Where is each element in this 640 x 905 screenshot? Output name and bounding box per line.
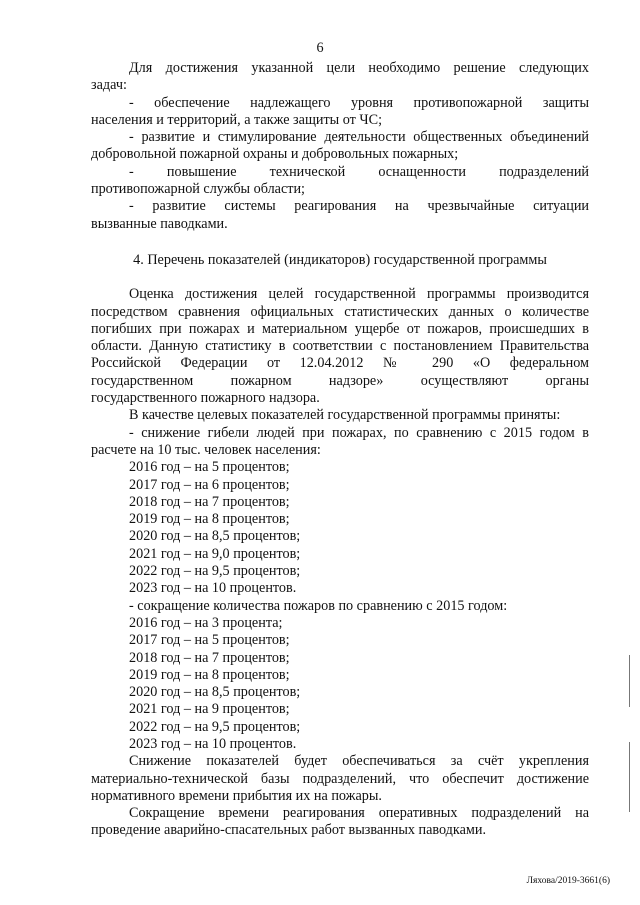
assessment-line-2: посредством сравнения официальных статистических данных о количестве (91, 303, 589, 320)
reduction-line-3: нормативного времени прибытия их на пожары. (91, 787, 382, 804)
deaths-item: 2020 год – на 8,5 процентов; (129, 528, 301, 545)
assessment-line-7: государственного пожарного надзора. (91, 390, 320, 407)
deaths-item: 2016 год – на 5 процентов; (129, 459, 290, 476)
intro-line-2: задач: (91, 77, 127, 94)
assessment-line-4: области. Данную статистику в соответствии с постановлением Правительства (91, 338, 589, 355)
task-4-line-1: - развитие системы реагирования на чрезвычайные ситуации (129, 198, 589, 215)
task-3-line-1: - повышение технической оснащенности подразделений (129, 163, 589, 180)
scan-edge-mark (629, 655, 630, 707)
task-2-line-2: добровольной пожарной охраны и добровольных пожарных; (91, 146, 459, 163)
fires-item: 2017 год – на 5 процентов; (129, 632, 290, 649)
fires-item: 2016 год – на 3 процента; (129, 614, 283, 631)
deaths-item: 2018 год – на 7 процентов; (129, 493, 290, 510)
deaths-line-1: - снижение гибели людей при пожарах, по сравнению с 2015 годом в (129, 424, 589, 441)
fires-item: 2018 год – на 7 процентов; (129, 649, 290, 666)
deaths-item: 2022 год – на 9,5 процентов; (129, 563, 301, 580)
task-1-line-1: - обеспечение надлежащего уровня противопожарной защиты (129, 94, 589, 111)
fires-line-1: - сокращение количества пожаров по сравнению с 2015 годом: (129, 597, 508, 614)
deaths-item: 2021 год – на 9,0 процентов; (129, 545, 301, 562)
reduction-line-1: Снижение показателей будет обеспечиваться за счёт укрепления (129, 753, 589, 770)
page-number: 6 (316, 40, 324, 56)
task-4-line-2: вызванные паводками. (91, 215, 228, 232)
fires-item: 2022 год – на 9,5 процентов; (129, 718, 301, 735)
task-1-line-2: населения и территорий, а также защиты от ЧС; (91, 111, 383, 128)
deaths-item: 2019 год – на 8 процентов; (129, 511, 290, 528)
response-line-1: Сокращение времени реагирования оперативных подразделений на (129, 805, 589, 822)
task-3-line-2: противопожарной службы области; (91, 181, 305, 198)
assessment-line-5: Российской Федерации от 12.04.2012 № 290 «О федеральном (91, 355, 589, 372)
fires-item: 2020 год – на 8,5 процентов; (129, 684, 301, 701)
deaths-item: 2023 год – на 10 процентов. (129, 580, 297, 597)
deaths-line-2: расчете на 10 тыс. человек населения: (91, 441, 321, 458)
fires-item: 2021 год – на 9 процентов; (129, 701, 290, 718)
fires-item: 2023 год – на 10 процентов. (129, 735, 297, 752)
document-footer-code: Ляхова/2019-3661(6) (526, 876, 610, 886)
reduction-line-2: материально-технической базы подразделений, что обеспечит достижение (91, 770, 589, 787)
task-2-line-1: - развитие и стимулирование деятельности общественных объединений (129, 129, 589, 146)
assessment-line-1: Оценка достижения целей государственной программы производится (129, 286, 589, 303)
assessment-line-6: государственном пожарном надзоре» осуществляют органы (91, 372, 589, 389)
page-content (91, 60, 589, 840)
section-heading: 4. Перечень показателей (индикаторов) государственной программы (133, 251, 547, 268)
fires-item: 2019 год – на 8 процентов; (129, 666, 290, 683)
intro-line-1: Для достижения указанной цели необходимо решение следующих (129, 60, 589, 76)
response-line-2: проведение аварийно-спасательных работ вызванных паводками. (91, 822, 486, 839)
deaths-item: 2017 год – на 6 процентов; (129, 476, 290, 493)
assessment-line-3: погибших при пожарах и материальном ущербе от пожаров, происшедших в (91, 320, 589, 337)
scan-edge-mark (629, 742, 630, 812)
targets-intro: В качестве целевых показателей государственной программы приняты: (129, 407, 561, 424)
